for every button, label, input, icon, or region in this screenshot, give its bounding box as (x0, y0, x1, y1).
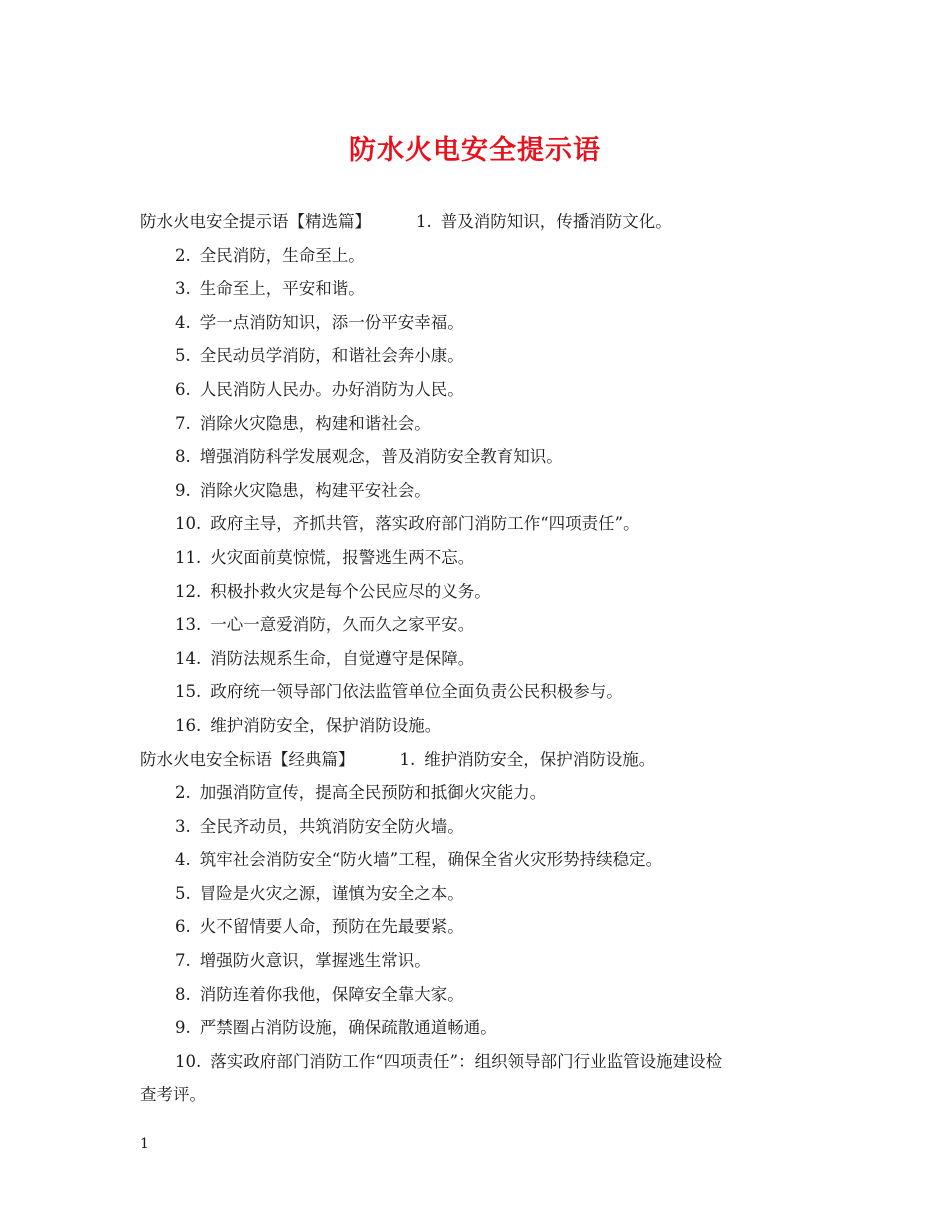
item-text: 增强防火意识，掌握逃生常识。 (199, 951, 431, 971)
item-text: 生命至上，平安和谐。 (199, 279, 365, 299)
item-number: 4. (175, 850, 191, 870)
item-number: 6. (175, 917, 191, 937)
item-text: 全民齐动员，共筑消防安全防火墙。 (199, 816, 464, 836)
section-label: 防水火电安全标语【经典篇】 (140, 749, 355, 769)
item-number: 1. (399, 749, 416, 769)
item-text: 落实政府部门消防工作“四项责任”：组织领导部门行业监管设施建设检 (210, 1051, 723, 1071)
item-text: 消除火灾隐患，构建平安社会。 (199, 480, 431, 500)
section-heading-featured (140, 205, 830, 239)
item-text: 火不留情要人命，预防在先最要紧。 (199, 917, 464, 937)
list-item (140, 843, 830, 877)
item-text: 人民消防人民办。办好消防为人民。 (199, 379, 464, 399)
item-text: 全民消防，生命至上。 (199, 245, 365, 265)
section-label: 防水火电安全提示语【精选篇】 (140, 212, 371, 231)
item-text: 消防连着你我他，保障安全靠大家。 (199, 984, 464, 1004)
list-item (140, 642, 830, 676)
list-item (140, 675, 830, 709)
list-item (140, 910, 830, 944)
item-number: 9. (175, 1018, 191, 1038)
list-item (140, 306, 830, 340)
list-item (140, 272, 830, 306)
item-number: 5. (175, 346, 191, 366)
list-item (140, 810, 830, 844)
item-number: 2. (175, 245, 191, 265)
list-item (140, 407, 830, 441)
list-item (140, 1011, 830, 1045)
list-item (140, 978, 830, 1012)
item-text: 火灾面前莫惊慌，报警逃生两不忘。 (210, 547, 475, 567)
item-text: 维护消防安全，保护消防设施。 (424, 749, 656, 769)
list-item (140, 373, 830, 407)
list-item (140, 709, 830, 743)
item-text: 消除火灾隐患，构建和谐社会。 (199, 413, 431, 433)
list-item (140, 608, 830, 642)
item-number: 1. (416, 212, 432, 231)
item-text: 严禁圈占消防设施，确保疏散通道畅通。 (199, 1018, 497, 1038)
list-item (140, 507, 830, 541)
item-number: 3. (175, 816, 191, 836)
list-item-continuation (140, 1078, 830, 1112)
item-number: 8. (175, 984, 191, 1004)
item-number: 3. (175, 279, 191, 299)
item-text: 一心一意爱消防，久而久之家平安。 (210, 615, 475, 635)
item-number: 15. (175, 682, 202, 702)
item-text: 冒险是火灾之源，谨慎为安全之本。 (199, 883, 464, 903)
item-number: 4. (175, 312, 191, 332)
item-number: 12. (175, 581, 202, 601)
item-text: 消防法规系生命，自觉遵守是保障。 (210, 648, 475, 668)
item-number: 11. (175, 547, 202, 567)
item-text: 政府统一领导部门依法监管单位全面负责公民积极参与。 (210, 682, 623, 702)
item-text: 加强消防宣传，提高全民预防和抵御火灾能力。 (199, 783, 547, 803)
item-number: 10. (175, 1051, 202, 1071)
item-text: 普及消防知识，传播消防文化。 (440, 212, 672, 231)
page-number: 1 (140, 1136, 149, 1152)
list-item (140, 339, 830, 373)
section-heading-classic (140, 743, 830, 777)
list-item (140, 541, 830, 575)
page-title: 防水火电安全提示语 (349, 135, 601, 166)
list-item (140, 1045, 830, 1079)
item-number: 9. (175, 480, 191, 500)
list-item (140, 474, 830, 508)
item-number: 14. (175, 648, 202, 668)
list-item (140, 944, 830, 978)
item-text: 维护消防安全，保护消防设施。 (210, 715, 442, 735)
item-text: 学一点消防知识，添一份平安幸福。 (199, 312, 464, 332)
list-item (140, 239, 830, 273)
item-number: 7. (175, 951, 191, 971)
item-text: 全民动员学消防，和谐社会奔小康。 (199, 346, 464, 366)
item-number: 7. (175, 413, 191, 433)
item-number: 10. (175, 514, 202, 534)
list-item (140, 877, 830, 911)
item-text: 查考评。 (140, 1085, 206, 1105)
list-item (140, 575, 830, 609)
item-number: 8. (175, 447, 191, 467)
list-item (140, 440, 830, 474)
item-text: 积极扑救火灾是每个公民应尽的义务。 (210, 581, 491, 601)
item-text: 政府主导，齐抓共管，落实政府部门消防工作“四项责任”。 (210, 514, 640, 534)
item-number: 13. (175, 615, 202, 635)
item-number: 6. (175, 379, 191, 399)
item-number: 2. (175, 783, 191, 803)
item-number: 5. (175, 883, 191, 903)
item-text: 增强消防科学发展观念，普及消防安全教育知识。 (199, 447, 563, 467)
item-text: 筑牢社会消防安全“防火墙”工程，确保全省火灾形势持续稳定。 (199, 850, 663, 870)
item-number: 16. (175, 715, 202, 735)
document-body (140, 205, 830, 1112)
list-item (140, 776, 830, 810)
